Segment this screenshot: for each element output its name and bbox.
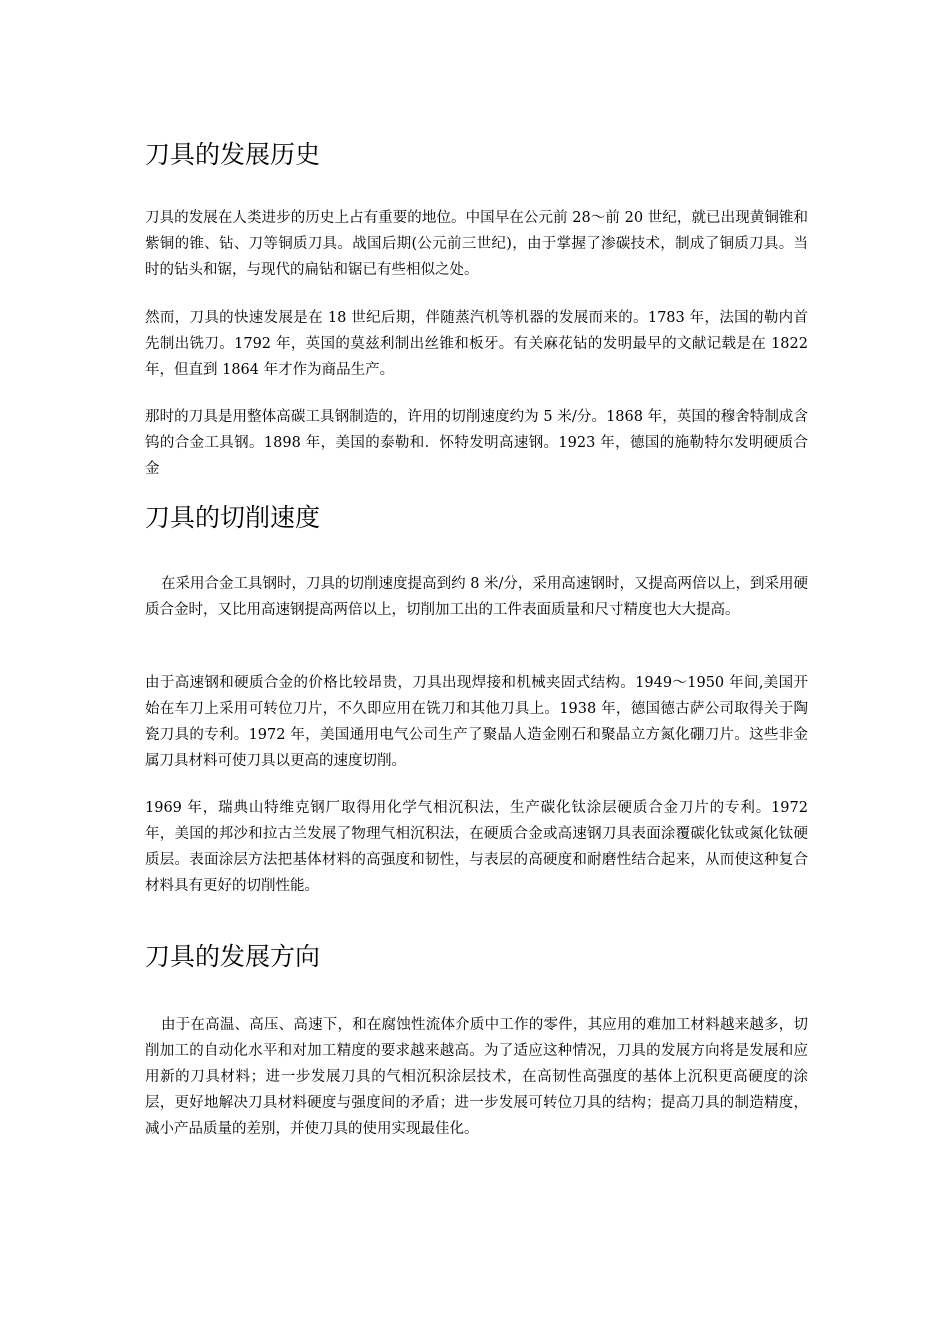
direction-paragraph-1: 由于在高温、高压、高速下，和在腐蚀性流体介质中工作的零件，其应用的难加工材料越来越多，切削加工的自动化水平和对加工精度的要求越来越高。为了适应这种情况，刀具的发展方向将是发展和应用新的刀具材料；进一步发展刀具的气相沉积涂层技术，在高韧性高强度的基体上沉积更高硬度的涂层，更好地解决刀具材料硬度与强度间的矛盾；进一步发展可转位刀具的结构；提高刀具的制造精度，减小产品质量的差别，并使刀具的使用实现最佳化。 bbox=[145, 1017, 808, 1137]
section-title-cutting-speed: 刀具的切削速度 bbox=[145, 503, 321, 532]
cutting-speed-paragraph-1: 在采用合金工具钢时，刀具的切削速度提高到约 8 米/分，采用高速钢时，又提高两倍以上，到采用硬质合金时，又比用高速钢提高两倍以上，切削加工出的工件表面质量和尺寸精度也大大提高。 bbox=[145, 576, 808, 618]
section-title-development-direction: 刀具的发展方向 bbox=[145, 942, 321, 971]
section-title-history: 刀具的发展历史 bbox=[145, 140, 321, 169]
history-paragraph-3: 那时的刀具是用整体高碳工具钢制造的，许用的切削速度约为 5 米/分。1868 年，英国的穆舍特制成含钨的合金工具钢。1898 年，美国的泰勒和．怀特发明高速钢。1923 年，德国的施勒特尔发明硬质合金 bbox=[145, 409, 808, 477]
history-paragraph-2: 然而，刀具的快速发展是在 18 世纪后期，伴随蒸汽机等机器的发展而来的。1783 年，法国的勒内首先制出铣刀。1792 年，英国的莫兹利制出丝锥和板牙。有关麻花钻的发明最早的文献记载是在 1822 年，但直到 1864 年才作为商品生产。 bbox=[145, 310, 808, 378]
cutting-speed-paragraph-2: 由于高速钢和硬质合金的价格比较昂贵，刀具出现焊接和机械夹固式结构。1949～1950 年间,美国开始在车刀上采用可转位刀片，不久即应用在铣刀和其他刀具上。1938 年，德国德古萨公司取得关于陶瓷刀具的专利。1972 年，美国通用电气公司生产了聚晶人造金刚石和聚晶立方氮化硼刀片。这些非金属刀具材料可使刀具以更高的速度切削。 bbox=[145, 675, 808, 769]
cutting-speed-paragraph-3: 1969 年，瑞典山特维克钢厂取得用化学气相沉积法，生产碳化钛涂层硬质合金刀片的专利。1972 年，美国的邦沙和拉古兰发展了物理气相沉积法，在硬质合金或高速钢刀具表面涂覆碳化钛或氮化钛硬质层。表面涂层方法把基体材料的高强度和韧性，与表层的高硬度和耐磨性结合起来，从而使这种复合材料具有更好的切削性能。 bbox=[145, 800, 808, 894]
history-paragraph-1: 刀具的发展在人类进步的历史上占有重要的地位。中国早在公元前 28～前 20 世纪，就已出现黄铜锥和紫铜的锥、钻、刀等铜质刀具。战国后期(公元前三世纪)，由于掌握了渗碳技术，制成了铜质刀具。当时的钻头和锯，与现代的扁钻和锯已有些相似之处。 bbox=[145, 210, 808, 278]
